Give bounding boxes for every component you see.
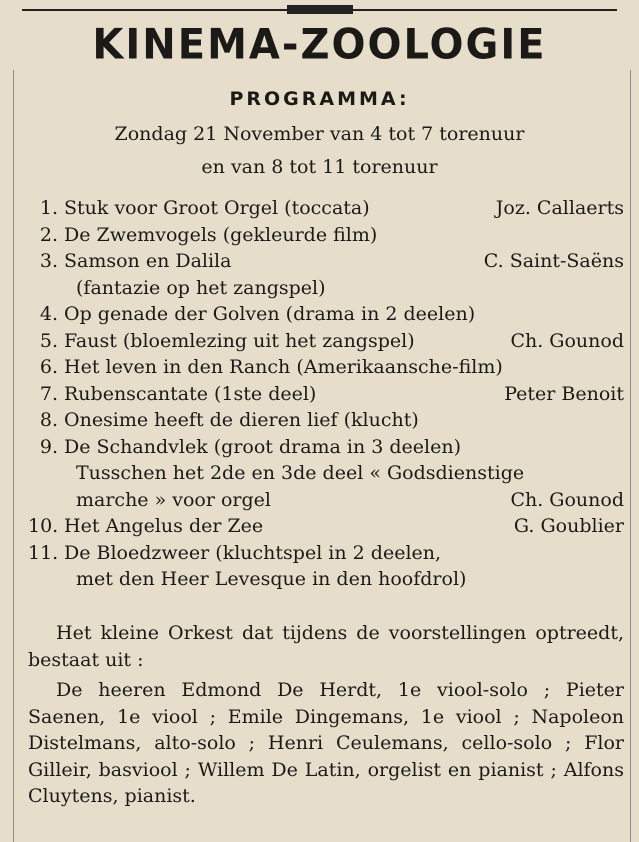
program-item-number: 7.	[39, 382, 58, 405]
program-item-continuation	[28, 275, 624, 302]
program-item-title: Op genade der Golven (drama in 2 deelen)	[64, 303, 476, 325]
program-item-title: Het leven in den Ranch (Amerikaansche-film)	[64, 356, 503, 378]
program-item-number: 5.	[39, 329, 58, 352]
program-item-number: 11.	[28, 541, 59, 564]
program-item-number: 3.	[39, 250, 58, 272]
program-item-title: De Bloedzweer (kluchtspel in 2 deelen,	[64, 541, 442, 564]
program-item	[28, 434, 624, 461]
program-item	[28, 195, 624, 222]
program-item-continuation-text: marche » voor orgel	[76, 488, 271, 511]
program-item-title: Stuk voor Groot Orgel (toccata)	[64, 197, 370, 219]
program-item	[28, 513, 624, 540]
program-item-number: 1.	[39, 197, 58, 219]
program-item-title: Het Angelus der Zee	[64, 515, 264, 537]
date-line-2: en van 8 tot 11 torenuur	[201, 156, 438, 178]
program-item-number: 10.	[28, 515, 59, 537]
program-item	[28, 328, 624, 355]
program-item-number: 4.	[39, 303, 58, 325]
program-item	[28, 301, 624, 328]
program-item-number: 2.	[39, 223, 58, 246]
program-item-title: Faust (bloemlezing uit het zangspel)	[64, 329, 415, 352]
program-item-title: De Zwemvogels (gekleurde film)	[64, 223, 378, 246]
program-item	[28, 354, 624, 381]
program-item-continuation-text: (fantazie op het zangspel)	[76, 276, 326, 299]
program-item-composer: Ch. Gounod	[510, 329, 624, 352]
program-item	[28, 407, 624, 434]
program-item-title: Onesime heeft de dieren lief (klucht)	[64, 409, 419, 431]
program-item-title: Rubenscantate (1ste deel)	[64, 382, 317, 405]
program-item-continuation-text: met den Heer Levesque in den hoofdrol)	[76, 568, 467, 590]
orchestra-members: De heeren Edmond De Herdt, 1e viool-solo ; Pieter Saenen, 1e viool ; Emile Dingemans, 1e viool ; Napoleon Distelmans, alto-solo ; Henri Ceulemans, cello-solo ; Flor Gilleir, basviool ; Willem De Latin, orgelist en pianist ; Alfons Cluytens, pianist.	[28, 679, 624, 807]
program-item-continuation	[28, 487, 624, 514]
program-heading: PROGRAMMA:	[229, 88, 410, 110]
program-item-composer: Peter Benoit	[504, 382, 624, 405]
program-item-composer: Ch. Gounod	[510, 488, 624, 511]
program-item-continuation	[28, 460, 624, 487]
program-item	[28, 222, 624, 249]
top-rule-ornament	[287, 5, 353, 14]
program-item-title: Samson en Dalila	[64, 250, 232, 272]
date-line-1: Zondag 21 November van 4 tot 7 torenuur	[114, 123, 525, 145]
program-item-number: 8.	[39, 409, 58, 431]
left-column-rule	[13, 70, 14, 842]
page-title: KINEMA-ZOOLOGIE	[92, 20, 547, 70]
program-item-number: 9.	[39, 435, 58, 458]
program-list	[28, 195, 624, 593]
program-item-composer: C. Saint-Saëns	[483, 250, 624, 272]
program-item	[28, 381, 624, 408]
program-item-title: De Schandvlek (groot drama in 3 deelen)	[64, 435, 462, 458]
program-item-composer: Joz. Callaerts	[495, 197, 624, 219]
program-item	[28, 540, 624, 567]
orchestra-intro: Het kleine Orkest dat tijdens de voorstellingen optreedt, bestaat uit :	[28, 622, 624, 671]
program-item-continuation-text: Tusschen het 2de en 3de deel « Godsdienstige	[76, 462, 525, 484]
program-item-continuation	[28, 566, 624, 593]
program-item-composer: G. Goublier	[513, 515, 624, 537]
right-column-rule	[630, 70, 631, 842]
program-item	[28, 248, 624, 275]
program-item-number: 6.	[39, 356, 58, 378]
